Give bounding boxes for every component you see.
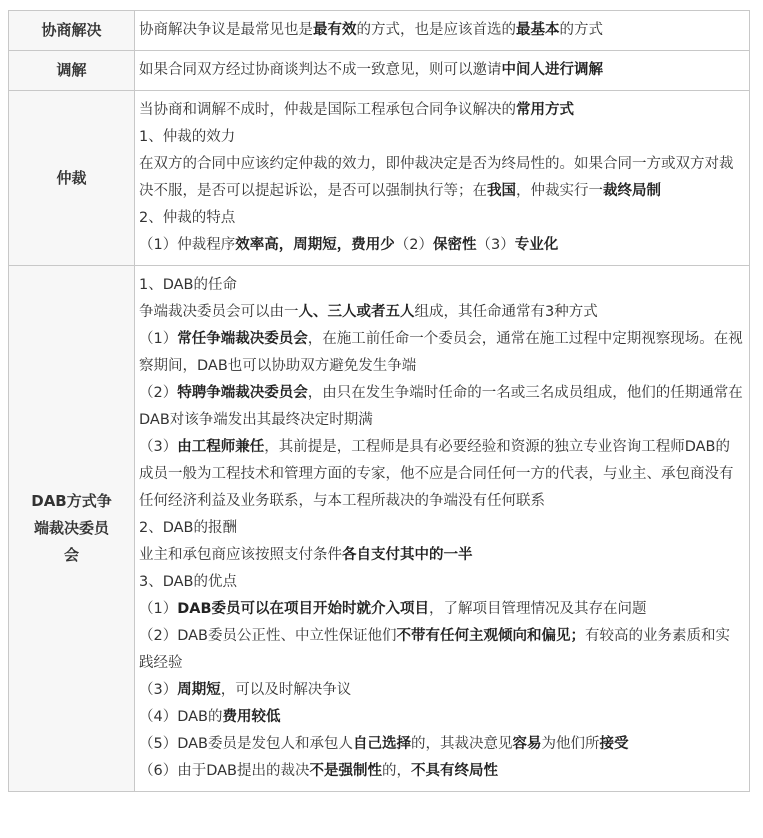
text: （4）DAB的 [139,709,223,725]
text: ，其前提是，工程师是具有必要经验和资源的独立专业咨询工程师DAB的成员一般为工程技术和管理方面的专家，他不应是合同任何一方的代表，与业主、承包商没有任何经济利益及业务联系，与本工程所裁决的争端没有任何联系 [139,439,734,509]
text: （3） [139,682,178,698]
content-line [139,515,743,542]
bold-text: 容易 [512,736,542,752]
text: （2） [139,385,178,401]
text: 1、DAB的任命 [139,277,238,293]
table-body [9,11,750,792]
row-arbitration [9,91,750,266]
row-content [135,11,750,51]
content-line [139,124,743,151]
text: 的方式，也是应该首选的 [356,22,516,38]
text: （5）DAB委员是发包人和承包人 [139,736,354,752]
text: （2）DAB委员公正性、中立性保证他们 [139,628,397,644]
text: （1） [139,331,178,347]
text: 当协商和调解不成时，仲裁是国际工程承包合同争议解决的 [139,102,516,118]
dispute-resolution-table [8,10,750,792]
text: 有较高的业务素质和实践经验 [139,628,731,671]
content-line [139,232,743,259]
content-line [139,205,743,232]
bold-text: 专业化 [514,237,559,253]
bold-text: 由工程师兼任 [177,439,265,455]
content-line [139,569,743,596]
bold-text: 常用方式 [516,102,574,118]
bold-text: DAB委员可以在项目开始时就介入项目 [177,601,430,617]
bold-text: 不是强制性 [309,763,383,779]
content-line [139,731,743,758]
text: 业主和承包商应该按照支付条件 [139,547,342,563]
text: 1、仲裁的效力 [139,129,236,145]
text: 2、仲裁的特点 [139,210,236,226]
content-line [139,380,743,434]
bold-text: 效率高，周期短，费用少 [235,237,395,253]
bold-text: 不具有终局性 [411,763,499,779]
row-negotiation [9,11,750,51]
text: ，仲裁实行一 [516,183,603,199]
bold-text: 各自支付其中的一半 [342,547,473,563]
text: （1） [139,601,178,617]
content-line [139,596,743,623]
text: ，在施工前任命一个委员会，通常在施工过程中定期视察现场。在视察期间，DAB也可以协助双方避免发生争端 [139,331,743,374]
content-line [139,57,743,84]
content-line [139,677,743,704]
text: 2、DAB的报酬 [139,520,238,536]
content-line [139,623,743,677]
text: （6）由于DAB提出的裁决 [139,763,310,779]
row-content [135,51,750,91]
content-line [139,434,743,515]
bold-text: 中间人进行调解 [501,62,603,78]
row-content [135,266,750,792]
content-line [139,758,743,785]
bold-text: 常任争端裁决委员会 [177,331,308,347]
bold-text: 特聘争端裁决委员会 [177,385,308,401]
content-line [139,704,743,731]
text: 为他们所 [541,736,600,752]
bold-text: 人、三人或者五人 [298,304,415,320]
content-line [139,97,743,124]
bold-text: 接受 [599,736,629,752]
bold-text: 不带有任何主观倾向和偏见； [396,628,586,644]
text: （1）仲裁程序 [139,237,236,253]
text: 如果合同双方经过协商谈判达不成一致意见，则可以邀请 [139,62,502,78]
bold-text: 最基本 [516,22,560,38]
bold-text: 自己选择 [353,736,412,752]
bold-text: 裁终局制 [603,183,661,199]
row-header: 协商解决 [9,11,135,51]
text: （3） [476,237,515,253]
content-line [139,151,743,205]
text: 的方式 [559,22,603,38]
content-line [139,272,743,299]
content-line [139,299,743,326]
content-line [139,17,743,44]
text: 的，其裁决意见 [411,736,513,752]
text: 组成，其任命通常有3种方式 [414,304,598,320]
text: ，由只在发生争端时任命的一名或三名成员组成，他们的任期通常在DAB对该争端发出其最终决定时期满 [139,385,743,428]
row-dab [9,266,750,792]
row-mediation [9,51,750,91]
bold-text: 我国 [487,183,516,199]
text: 协商解决争议是最常见也是 [139,22,313,38]
bold-text: 费用较低 [222,709,281,725]
bold-text: 保密性 [432,237,477,253]
text: ，了解项目管理情况及其存在问题 [429,601,647,617]
content-line [139,326,743,380]
row-header: 调解 [9,51,135,91]
text: （3） [139,439,178,455]
row-content [135,91,750,266]
text: ，可以及时解决争议 [220,682,352,698]
text: 争端裁决委员会可以由一 [139,304,299,320]
bold-text: 最有效 [313,22,357,38]
content-line [139,542,743,569]
text: 在双方的合同中应该约定仲裁的效力，即仲裁决定是否为终局性的。如果合同一方或双方对裁决不服，是否可以提起诉讼，是否可以强制执行等；在 [139,156,734,199]
row-header: DAB方式争端裁决委员会 [9,266,135,792]
text: 的， [382,763,412,779]
row-header: 仲裁 [9,91,135,266]
text: （2） [394,237,433,253]
bold-text: 周期短 [177,682,221,698]
text: 3、DAB的优点 [139,574,238,590]
